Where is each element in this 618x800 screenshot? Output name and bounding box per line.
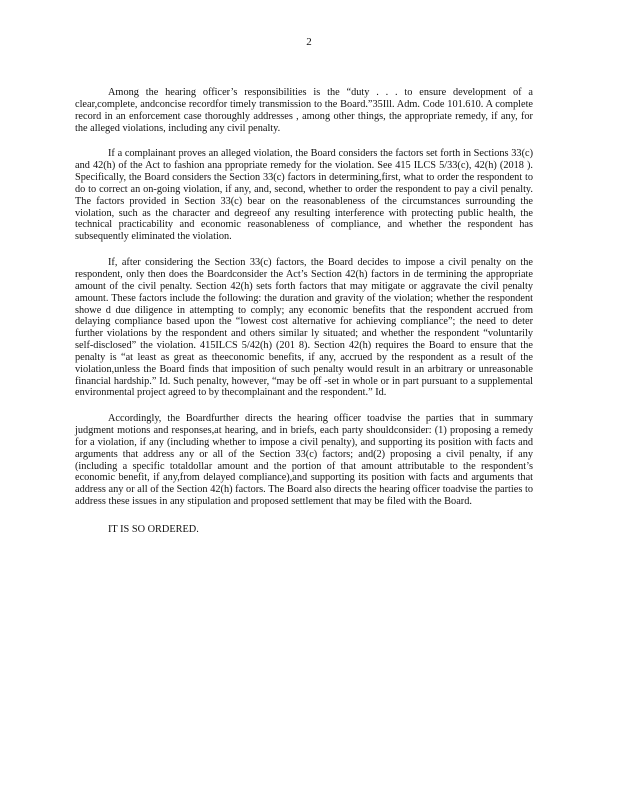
document-body <box>75 87 533 550</box>
paragraph-hearing-officer-duty: Among the hearing officer’s responsibilities is the “duty . . . to ensure development of a clear,complete, andconcise recordfor timely transmission to the Board.”35Ill. Adm. Code 101.610. A complete record in an enforcement case thoroughly addresses , among other things, the appropriate remedy, if any, for the alleged violations, including any civil penalty. <box>75 87 533 134</box>
paragraph-section-42h-factors: If, after considering the Section 33(c) factors, the Board decides to impose a civil penalty on the respondent, only then does the Boardconsider the Act’s Section 42(h) factors in de termining the appropriate amount of the civil penalty. Section 42(h) sets forth factors that may mitigate or aggravate the civil penalty amount. These factors include the following: the duration and gravity of the violation; whether the respondent showe d due diligence in attempting to comply; any economic benefits that the respondent accrued from delaying compliance based upon the “lowest cost alternative for achieving compliance”; the need to deter further violations by the respondent and others similar ly situated; and whether the respondent “voluntarily self-disclosed” the violation. 415ILCS 5/42(h) (201 8). Section 42(h) requires the Board to ensure that the penalty is “at least as great as theeconomic benefits, if any, accrued by the respondent as a result of the violation,unless the Board finds that imposition of such penalty would result in an arbitrary or unreasonable financial hardship.” Id. Such penalty, however, “may be off -set in whole or in part pursuant to a supplemental environmental project agreed to by thecomplainant and the respondent.” Id. <box>75 257 533 399</box>
paragraph-section-33c-factors: If a complainant proves an alleged violation, the Board considers the factors set forth in Sections 33(c) and 42(h) of the Act to fashion ana ppropriate remedy for the violation. See 415 ILCS 5/33(c), 42(h) (2018 ). Specifically, the Board considers the Section 33(c) factors in determining,first, what to order the respondent to do to correct an on-going violation, if any, and, second, whether to order the respondent to pay a civil penalty. The factors provided in Section 33(c) bear on the reasonableness of the circumstances surrounding the violation, such as the character and degreeof any resulting interference with protecting public health, the technical practicability and economic reasonableness of compliance, and whether the respondent has subsequently eliminated the violation. <box>75 148 533 243</box>
page-number: 2 <box>306 36 312 48</box>
closing-order: IT IS SO ORDERED. <box>108 524 199 535</box>
paragraph-directions-to-parties: Accordingly, the Boardfurther directs the hearing officer toadvise the parties that in summary judgment motions and responses,at hearing, and in briefs, each party shouldconsider: (1) proposing a remedy for a violation, if any (including whether to impose a civil penalty), and supporting its position with facts and arguments that address any or all of the Section 33(c) factors; and(2) proposing a civil penalty, if any (including a specific totaldollar amount and the portion of that amount attributable to the respondent’s economic benefit, if any,from delayed compliance),and supporting its position with facts and arguments that address any or all of the Section 42(h) factors. The Board also directs the hearing officer toadvise the parties to address these issues in any stipulation and proposed settlement that may be filed with the Board. <box>75 413 533 508</box>
